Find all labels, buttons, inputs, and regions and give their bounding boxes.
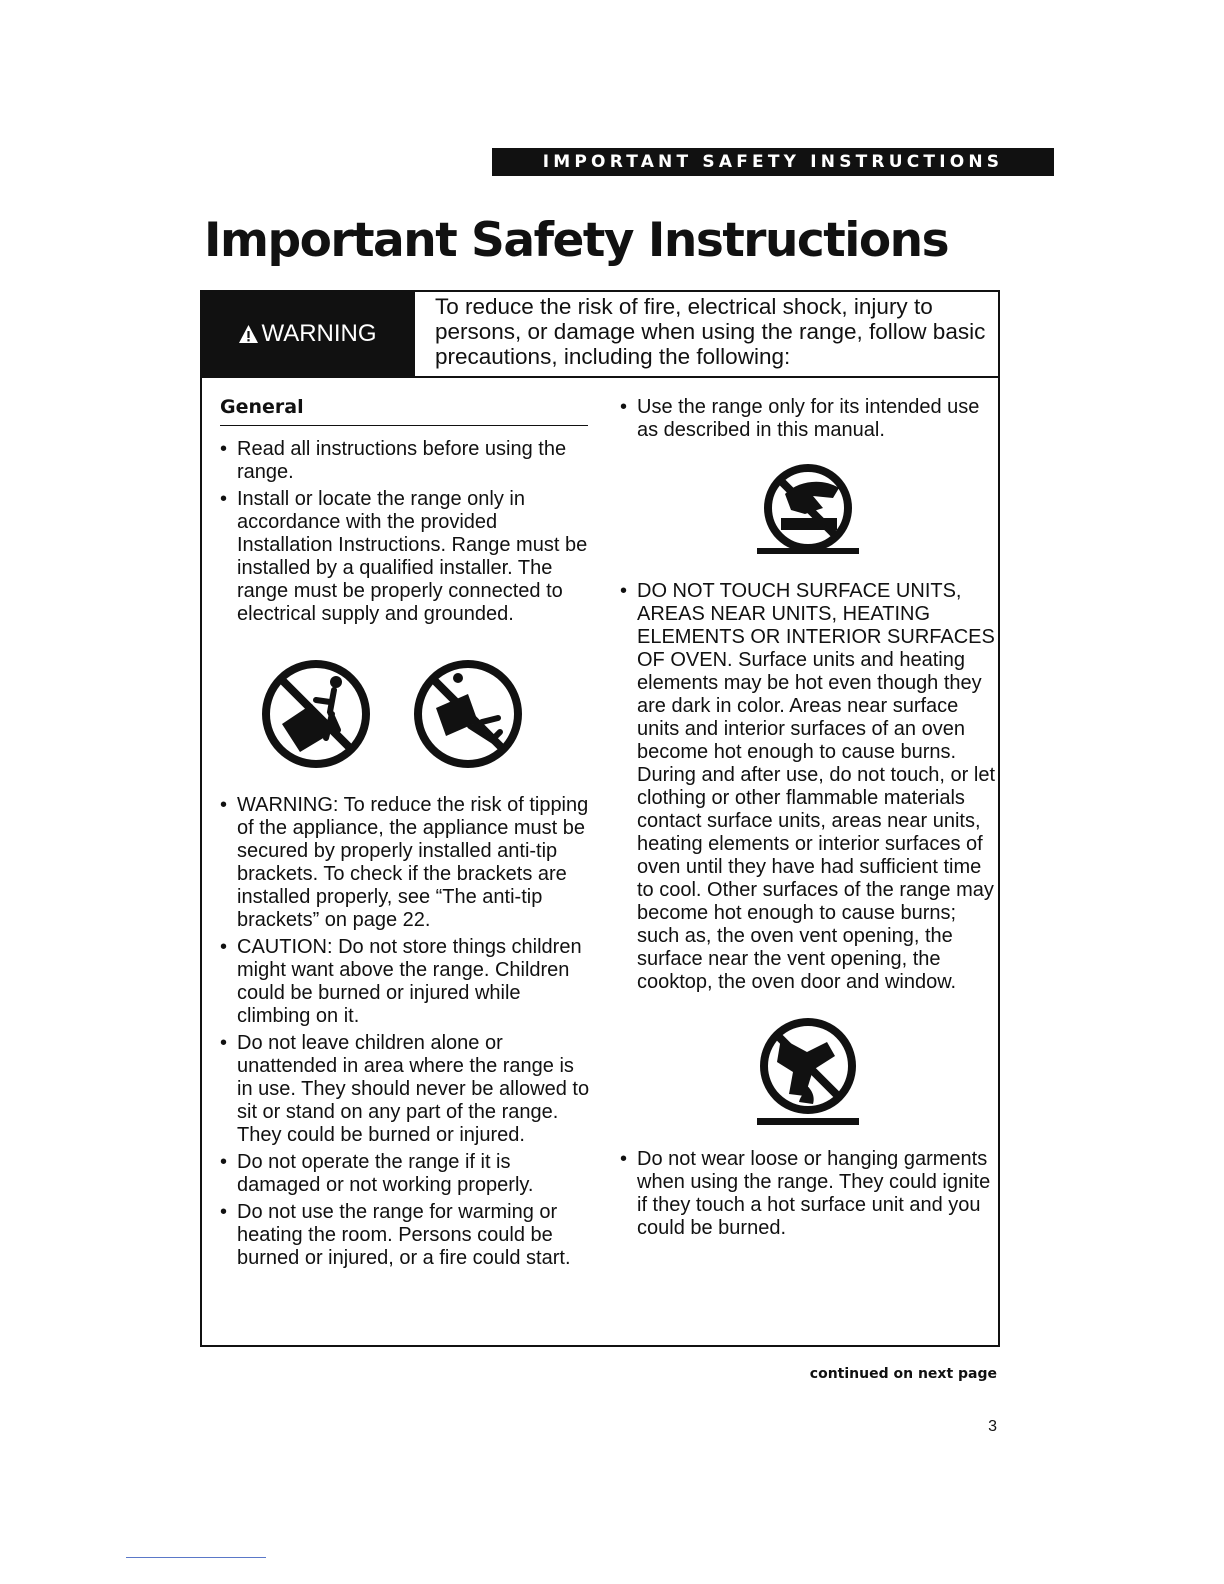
- right-column: [620, 396, 995, 1244]
- warning-label-text: WARNING: [261, 320, 377, 347]
- no-tipping-icon: [260, 658, 372, 770]
- continued-note: continued on next page: [809, 1366, 997, 1382]
- icon-holder: [620, 464, 995, 564]
- warning-label: [200, 290, 415, 378]
- list-item: • DO NOT TOUCH SURFACE UNITS, AREAS NEAR UNITS, HEATING ELEMENTS OR INTERIOR SURFACES OF OVEN. Surface units and heating elements may be hot even though they are dark in color. Areas near surface units and interior surfaces of an oven become hot enough to cause burns. During and after use, do not touch, or let clothing or other flammable materials contact surface units, areas near units, heating elements or interior surfaces of oven until they have had sufficient time to cool. Other surfaces of the range may become hot enough to cause burns; such as, the oven vent opening, the surface near the vent opening, the cooktop, the oven door and window.: [620, 580, 995, 994]
- list-item: • Do not operate the range if it is damaged or not working properly.: [220, 1151, 592, 1197]
- icon-holder: [620, 1016, 995, 1132]
- warning-triangle-icon: [238, 324, 259, 344]
- list-item: • Do not leave children alone or unattended in area where the range is in use. They should never be allowed to sit or stand on any part of the range. They could be burned or injured.: [220, 1032, 592, 1147]
- list-item: • Do not use the range for warming or heating the room. Persons could be burned or injured, or a fire could start.: [220, 1201, 592, 1270]
- warning-text: To reduce the risk of fire, electrical shock, injury to persons, or damage when using the range, follow basic precautions, including the following:: [435, 294, 986, 369]
- list-item: • Use the range only for its intended use as described in this manual.: [620, 396, 995, 442]
- list-item: • CAUTION: Do not store things children might want above the range. Children could be burned or injured while climbing on it.: [220, 936, 592, 1028]
- list-item: • Do not wear loose or hanging garments when using the range. They could ignite if they touch a hot surface unit and you could be burned.: [620, 1148, 995, 1240]
- section-banner: IMPORTANT SAFETY INSTRUCTIONS: [492, 148, 1054, 176]
- page-number: 3: [988, 1418, 997, 1435]
- no-touch-hot-surface-icon: [743, 464, 873, 564]
- footer-rule: [126, 1557, 266, 1558]
- no-climbing-icon: [412, 658, 524, 770]
- list-item: • Read all instructions before using the range.: [220, 438, 592, 484]
- tip-warning-icons: [260, 658, 592, 770]
- no-loose-garments-icon: [743, 1016, 873, 1132]
- warning-divider: [415, 376, 1000, 378]
- general-heading: General: [220, 396, 588, 426]
- list-item: • Install or locate the range only in accordance with the provided Installation Instructions. Range must be installed by a qualified installer. The range must be properly connected to electrical supply and grounded.: [220, 488, 592, 626]
- list-item: • WARNING: To reduce the risk of tipping of the appliance, the appliance must be secured by properly installed anti-tip brackets. To check if the brackets are installed properly, see “The anti-tip brackets” on page 22.: [220, 794, 592, 932]
- general-column: [220, 396, 592, 1274]
- page-title: Important Safety Instructions: [204, 213, 949, 268]
